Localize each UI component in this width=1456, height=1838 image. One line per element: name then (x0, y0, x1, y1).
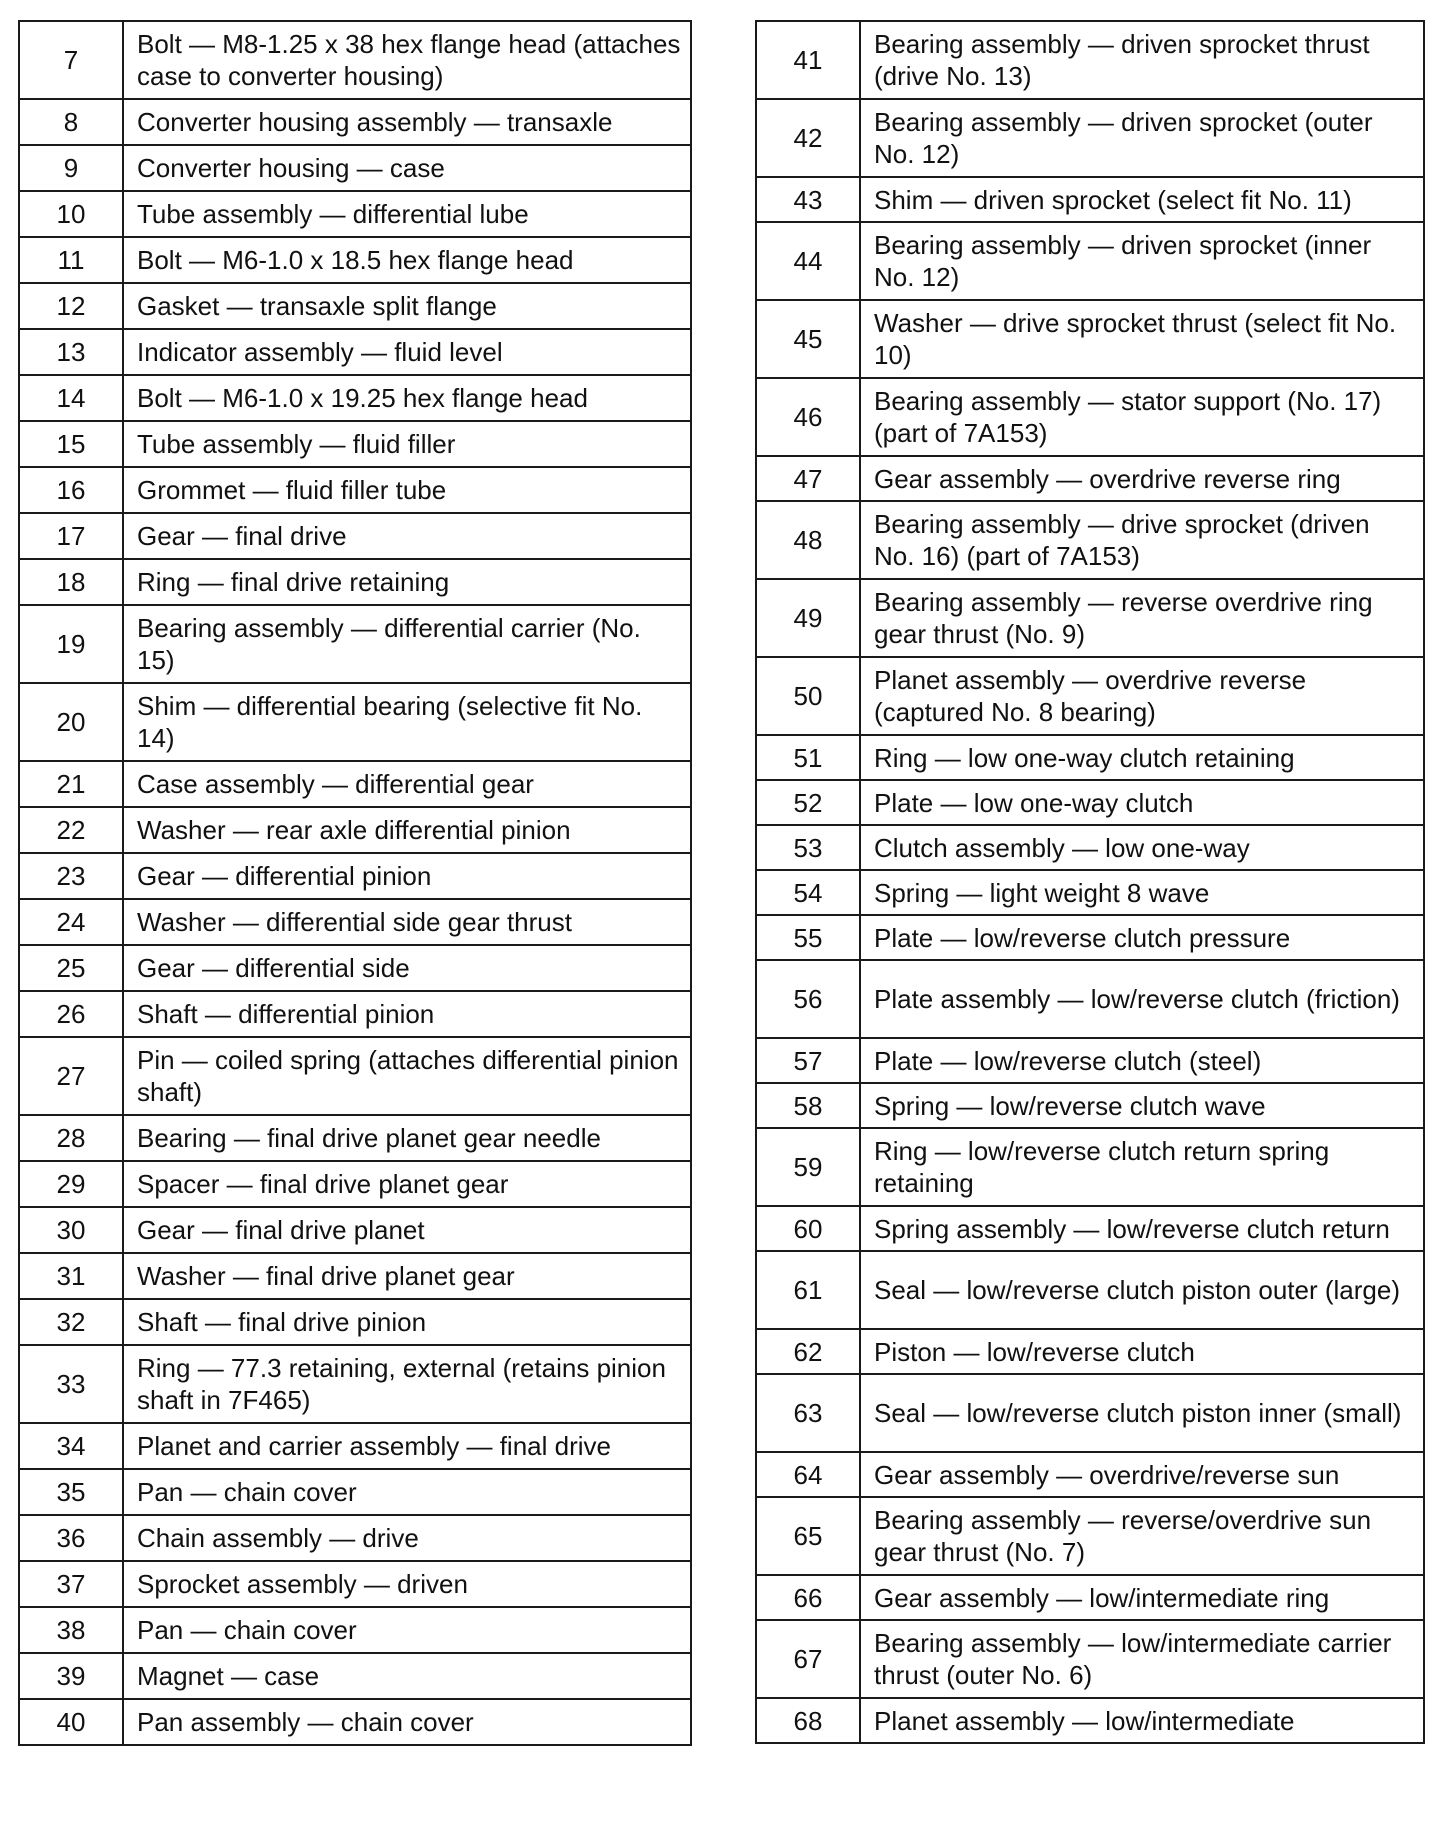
part-description: Bearing assembly — low/intermediate carrier thrust (outer No. 6) (860, 1620, 1424, 1698)
part-number: 38 (19, 1607, 123, 1653)
table-row (19, 191, 691, 237)
part-description: Shaft — final drive pinion (123, 1299, 691, 1345)
part-description: Bearing assembly — reverse/overdrive sun gear thrust (No. 7) (860, 1497, 1424, 1575)
table-row (756, 456, 1424, 501)
part-description: Bolt — M8-1.25 x 38 hex flange head (attaches case to converter housing) (123, 21, 691, 99)
part-number: 25 (19, 945, 123, 991)
part-description: Bearing assembly — driven sprocket thrust (drive No. 13) (860, 21, 1424, 99)
table-row (756, 1374, 1424, 1452)
part-number: 43 (756, 177, 860, 222)
part-description: Magnet — case (123, 1653, 691, 1699)
part-description: Ring — low one-way clutch retaining (860, 735, 1424, 780)
part-number: 15 (19, 421, 123, 467)
part-number: 50 (756, 657, 860, 735)
part-description: Gear assembly — low/intermediate ring (860, 1575, 1424, 1620)
part-description: Shim — driven sprocket (select fit No. 11) (860, 177, 1424, 222)
part-number: 53 (756, 825, 860, 870)
table-row (19, 1345, 691, 1423)
table-row (19, 1515, 691, 1561)
part-description: Washer — rear axle differential pinion (123, 807, 691, 853)
table-row (19, 1161, 691, 1207)
part-number: 64 (756, 1452, 860, 1497)
part-number: 37 (19, 1561, 123, 1607)
part-number: 49 (756, 579, 860, 657)
part-number: 54 (756, 870, 860, 915)
table-row (19, 761, 691, 807)
part-number: 19 (19, 605, 123, 683)
part-description: Plate assembly — low/reverse clutch (friction) (860, 960, 1424, 1038)
part-description: Washer — final drive planet gear (123, 1253, 691, 1299)
table-row (19, 1207, 691, 1253)
part-description: Pin — coiled spring (attaches differential pinion shaft) (123, 1037, 691, 1115)
part-number: 42 (756, 99, 860, 177)
part-description: Tube assembly — differential lube (123, 191, 691, 237)
part-description: Shaft — differential pinion (123, 991, 691, 1037)
part-description: Bearing assembly — differential carrier (No. 15) (123, 605, 691, 683)
table-row (756, 1206, 1424, 1251)
part-description: Bearing assembly — driven sprocket (outer No. 12) (860, 99, 1424, 177)
part-description: Gear — final drive (123, 513, 691, 559)
table-row (756, 579, 1424, 657)
table-row (19, 1115, 691, 1161)
part-description: Spring — low/reverse clutch wave (860, 1083, 1424, 1128)
part-number: 33 (19, 1345, 123, 1423)
table-row (756, 960, 1424, 1038)
part-number: 11 (19, 237, 123, 283)
parts-table-left (18, 20, 692, 1746)
part-number: 18 (19, 559, 123, 605)
table-row (756, 1575, 1424, 1620)
part-description: Gear — final drive planet (123, 1207, 691, 1253)
part-description: Pan assembly — chain cover (123, 1699, 691, 1745)
part-number: 28 (19, 1115, 123, 1161)
part-description: Plate — low one-way clutch (860, 780, 1424, 825)
table-row (19, 513, 691, 559)
table-row (19, 683, 691, 761)
part-description: Planet assembly — overdrive reverse (captured No. 8 bearing) (860, 657, 1424, 735)
part-description: Gasket — transaxle split flange (123, 283, 691, 329)
part-number: 65 (756, 1497, 860, 1575)
part-description: Washer — drive sprocket thrust (select fit No. 10) (860, 300, 1424, 378)
part-description: Shim — differential bearing (selective fit No. 14) (123, 683, 691, 761)
table-row (756, 1329, 1424, 1374)
table-row (19, 375, 691, 421)
part-number: 68 (756, 1698, 860, 1743)
part-number: 40 (19, 1699, 123, 1745)
table-row (756, 222, 1424, 300)
table-row (19, 99, 691, 145)
part-description: Gear — differential pinion (123, 853, 691, 899)
table-row (756, 21, 1424, 99)
table-row (756, 657, 1424, 735)
part-description: Bearing assembly — driven sprocket (inner No. 12) (860, 222, 1424, 300)
part-description: Chain assembly — drive (123, 1515, 691, 1561)
part-number: 30 (19, 1207, 123, 1253)
table-row (756, 915, 1424, 960)
part-description: Bearing assembly — drive sprocket (driven No. 16) (part of 7A153) (860, 501, 1424, 579)
table-row (19, 1037, 691, 1115)
part-description: Seal — low/reverse clutch piston inner (small) (860, 1374, 1424, 1452)
part-number: 52 (756, 780, 860, 825)
part-description: Seal — low/reverse clutch piston outer (large) (860, 1251, 1424, 1329)
table-row (756, 870, 1424, 915)
part-description: Clutch assembly — low one-way (860, 825, 1424, 870)
part-description: Gear — differential side (123, 945, 691, 991)
part-description: Spacer — final drive planet gear (123, 1161, 691, 1207)
table-row (756, 735, 1424, 780)
part-number: 12 (19, 283, 123, 329)
table-row (756, 1620, 1424, 1698)
part-number: 9 (19, 145, 123, 191)
part-number: 26 (19, 991, 123, 1037)
table-row (19, 945, 691, 991)
part-number: 46 (756, 378, 860, 456)
part-description: Washer — differential side gear thrust (123, 899, 691, 945)
part-number: 56 (756, 960, 860, 1038)
table-row (19, 605, 691, 683)
table-row (19, 1299, 691, 1345)
part-number: 32 (19, 1299, 123, 1345)
part-description: Spring assembly — low/reverse clutch return (860, 1206, 1424, 1251)
part-number: 55 (756, 915, 860, 960)
part-description: Planet assembly — low/intermediate (860, 1698, 1424, 1743)
part-description: Converter housing assembly — transaxle (123, 99, 691, 145)
part-number: 45 (756, 300, 860, 378)
part-description: Plate — low/reverse clutch pressure (860, 915, 1424, 960)
part-number: 29 (19, 1161, 123, 1207)
part-description: Bearing assembly — reverse overdrive ring gear thrust (No. 9) (860, 579, 1424, 657)
parts-table-right (755, 20, 1425, 1744)
table-row (756, 501, 1424, 579)
table-row (19, 1607, 691, 1653)
table-row (19, 1253, 691, 1299)
table-row (19, 1469, 691, 1515)
table-row (19, 237, 691, 283)
part-number: 44 (756, 222, 860, 300)
table-row (19, 21, 691, 99)
table-row (19, 1423, 691, 1469)
table-row (756, 1251, 1424, 1329)
table-row (756, 1083, 1424, 1128)
part-number: 41 (756, 21, 860, 99)
part-number: 61 (756, 1251, 860, 1329)
part-number: 17 (19, 513, 123, 559)
table-row (19, 807, 691, 853)
table-row (19, 145, 691, 191)
table-row (19, 1653, 691, 1699)
part-description: Ring — final drive retaining (123, 559, 691, 605)
table-row (756, 300, 1424, 378)
table-row (756, 99, 1424, 177)
part-description: Ring — low/reverse clutch return spring retaining (860, 1128, 1424, 1206)
part-description: Piston — low/reverse clutch (860, 1329, 1424, 1374)
part-number: 63 (756, 1374, 860, 1452)
part-description: Pan — chain cover (123, 1607, 691, 1653)
table-row (756, 1038, 1424, 1083)
table-row (756, 1128, 1424, 1206)
part-description: Bolt — M6-1.0 x 19.25 hex flange head (123, 375, 691, 421)
part-description: Indicator assembly — fluid level (123, 329, 691, 375)
part-description: Converter housing — case (123, 145, 691, 191)
table-row (756, 1497, 1424, 1575)
part-number: 27 (19, 1037, 123, 1115)
part-description: Planet and carrier assembly — final drive (123, 1423, 691, 1469)
part-description: Sprocket assembly — driven (123, 1561, 691, 1607)
part-number: 51 (756, 735, 860, 780)
part-number: 67 (756, 1620, 860, 1698)
table-row (756, 1452, 1424, 1497)
part-description: Bolt — M6-1.0 x 18.5 hex flange head (123, 237, 691, 283)
part-description: Tube assembly — fluid filler (123, 421, 691, 467)
part-number: 22 (19, 807, 123, 853)
part-number: 34 (19, 1423, 123, 1469)
part-description: Plate — low/reverse clutch (steel) (860, 1038, 1424, 1083)
table-row (19, 467, 691, 513)
part-number: 66 (756, 1575, 860, 1620)
part-number: 10 (19, 191, 123, 237)
part-number: 35 (19, 1469, 123, 1515)
table-row (756, 780, 1424, 825)
part-description: Bearing — final drive planet gear needle (123, 1115, 691, 1161)
table-row (19, 899, 691, 945)
part-description: Gear assembly — overdrive/reverse sun (860, 1452, 1424, 1497)
part-number: 20 (19, 683, 123, 761)
table-row (19, 853, 691, 899)
table-row (19, 329, 691, 375)
part-number: 48 (756, 501, 860, 579)
part-description: Bearing assembly — stator support (No. 17) (part of 7A153) (860, 378, 1424, 456)
part-number: 57 (756, 1038, 860, 1083)
table-row (756, 1698, 1424, 1743)
part-number: 36 (19, 1515, 123, 1561)
part-number: 14 (19, 375, 123, 421)
table-row (19, 421, 691, 467)
part-number: 31 (19, 1253, 123, 1299)
part-number: 59 (756, 1128, 860, 1206)
part-description: Case assembly — differential gear (123, 761, 691, 807)
table-row (756, 378, 1424, 456)
part-number: 16 (19, 467, 123, 513)
part-number: 8 (19, 99, 123, 145)
part-number: 47 (756, 456, 860, 501)
part-number: 24 (19, 899, 123, 945)
table-row (19, 283, 691, 329)
table-row (19, 559, 691, 605)
part-description: Ring — 77.3 retaining, external (retains pinion shaft in 7F465) (123, 1345, 691, 1423)
table-row (19, 1561, 691, 1607)
part-number: 23 (19, 853, 123, 899)
table-row (756, 177, 1424, 222)
part-number: 7 (19, 21, 123, 99)
part-number: 62 (756, 1329, 860, 1374)
part-description: Gear assembly — overdrive reverse ring (860, 456, 1424, 501)
part-number: 21 (19, 761, 123, 807)
table-row (19, 991, 691, 1037)
part-description: Grommet — fluid filler tube (123, 467, 691, 513)
part-number: 60 (756, 1206, 860, 1251)
part-description: Pan — chain cover (123, 1469, 691, 1515)
part-number: 13 (19, 329, 123, 375)
table-row (756, 825, 1424, 870)
part-number: 39 (19, 1653, 123, 1699)
table-row (19, 1699, 691, 1745)
part-number: 58 (756, 1083, 860, 1128)
part-description: Spring — light weight 8 wave (860, 870, 1424, 915)
